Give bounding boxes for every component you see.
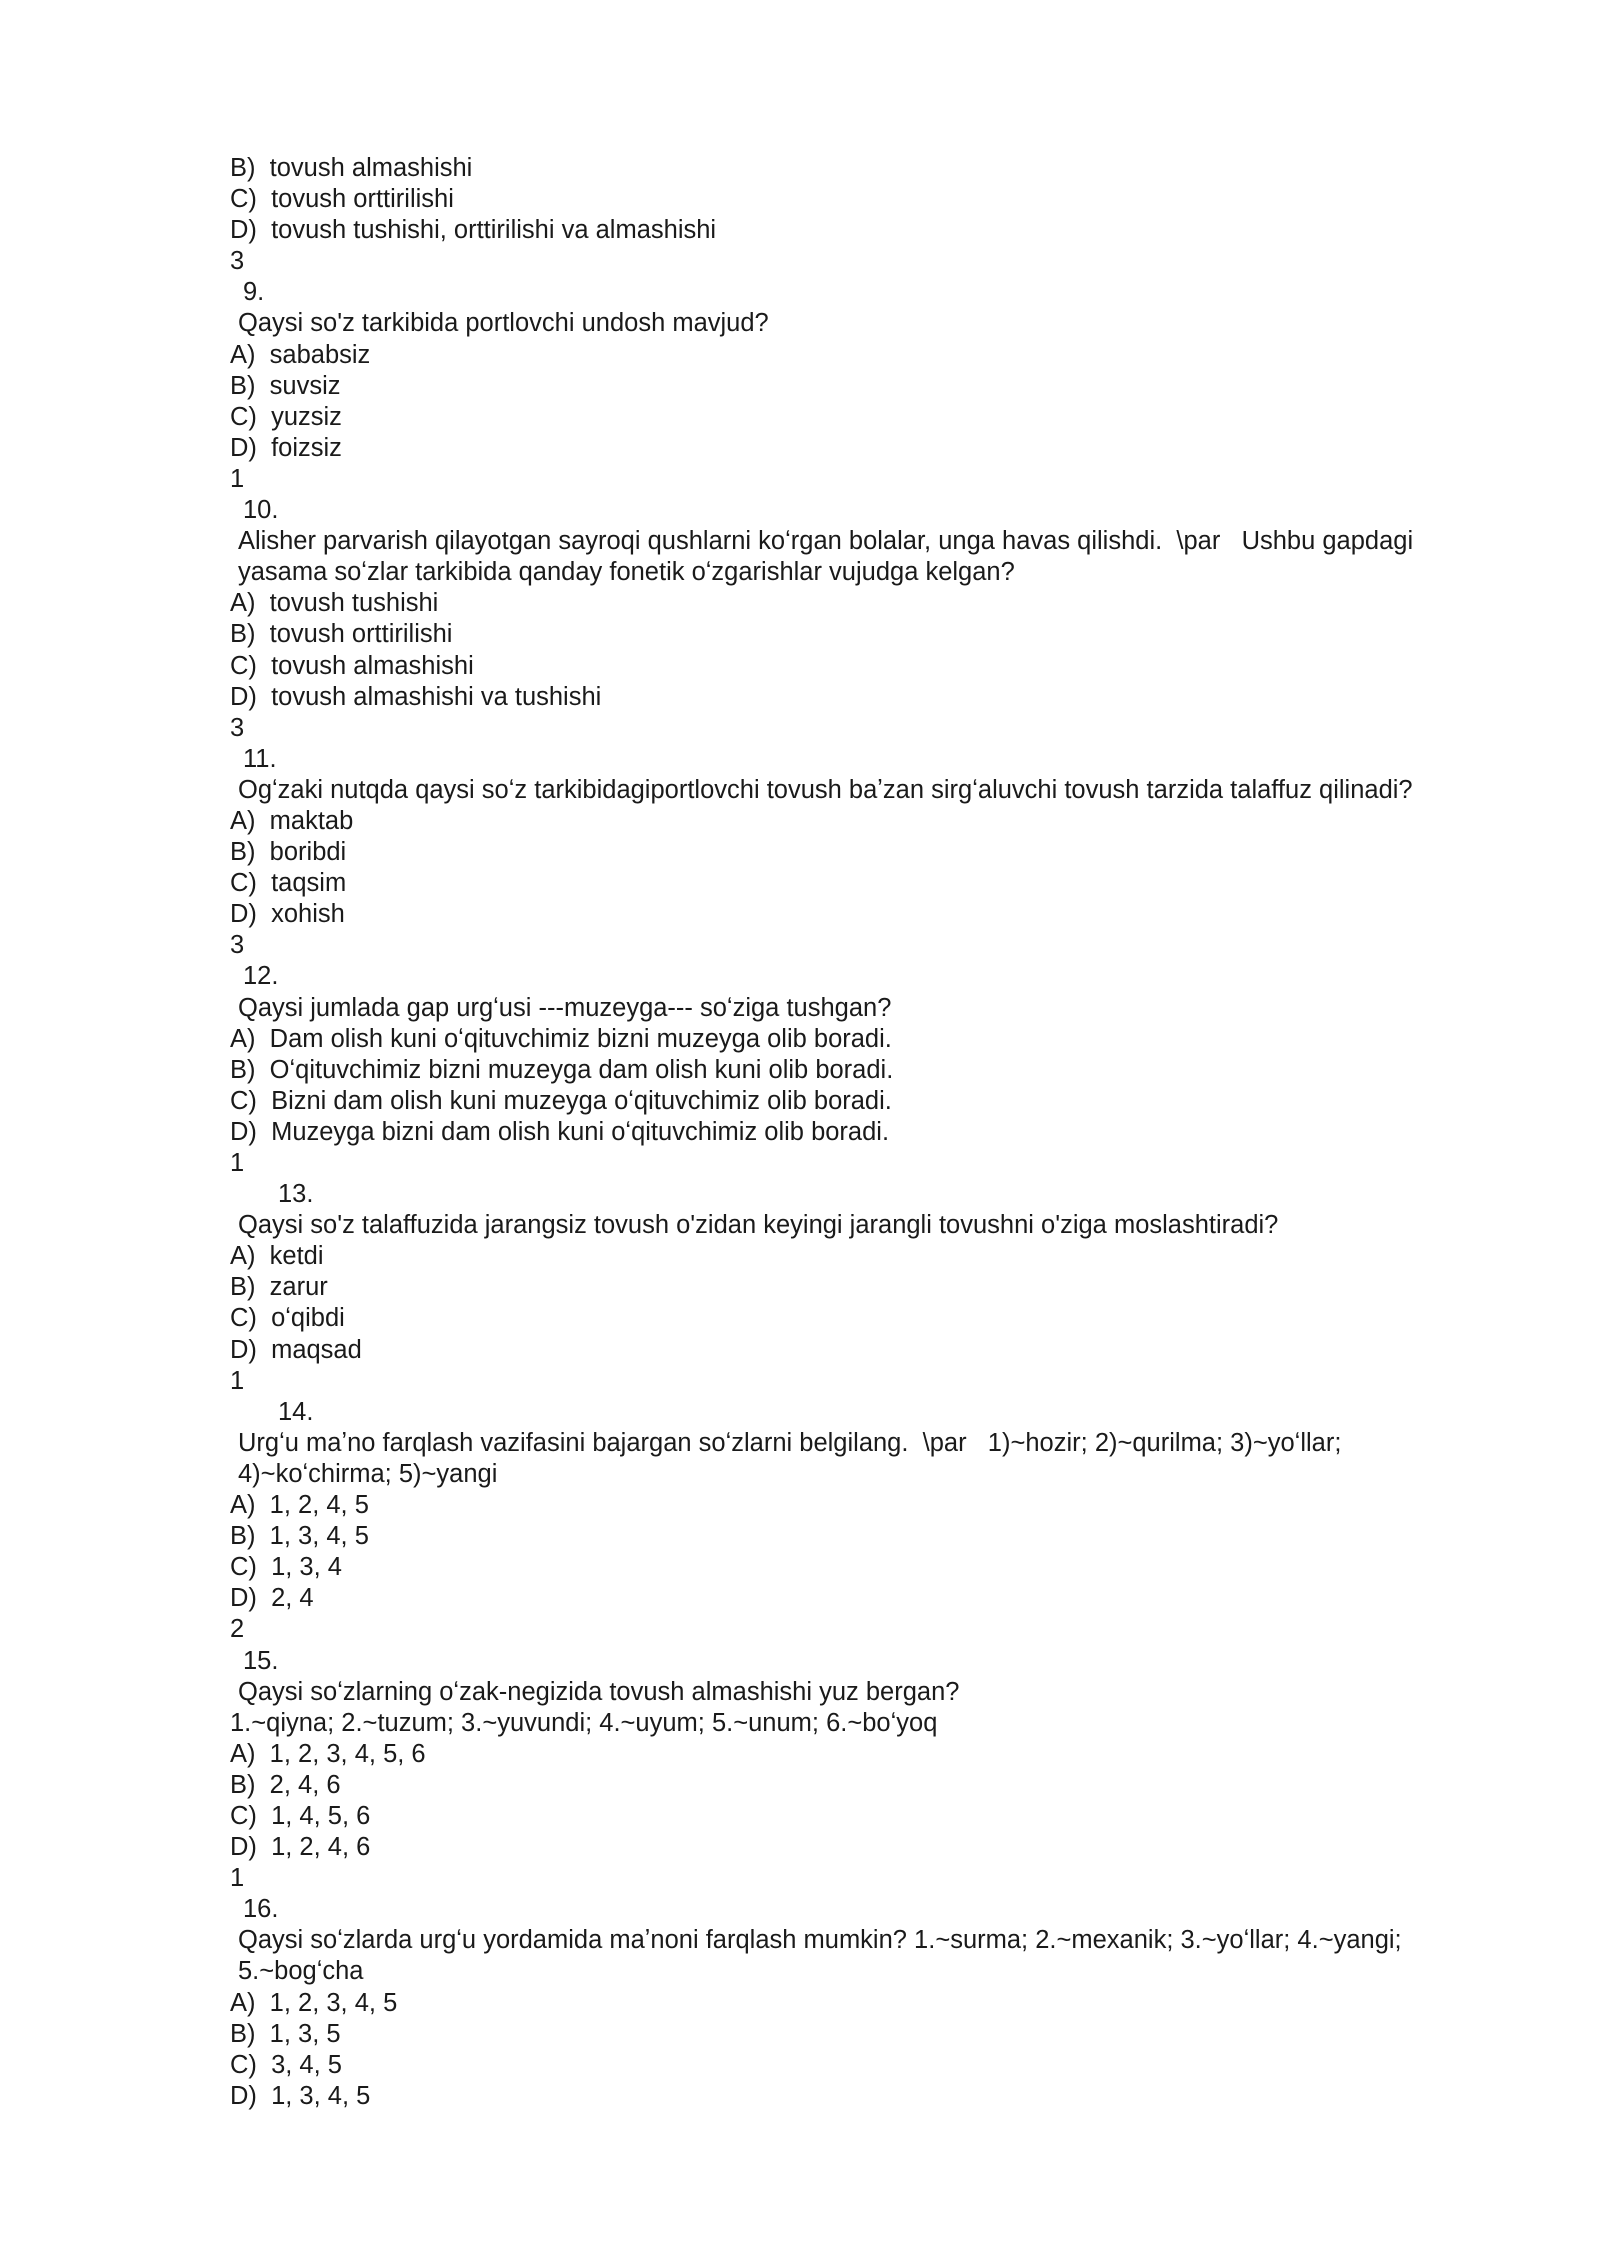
answer-option: C) 3, 4, 5: [230, 2050, 342, 2079]
answer-option: D) tovush almashishi va tushishi: [230, 682, 602, 711]
correct-answer-number: 1: [230, 1366, 245, 1395]
question-text: Qaysi jumlada gap urgʻusi ---muzeyga--- soʻziga tushgan?: [238, 993, 892, 1022]
answer-option: C) taqsim: [230, 869, 347, 898]
answer-option: C) Bizni dam olish kuni muzeyga oʻqituvchimiz olib boradi.: [230, 1086, 892, 1115]
answer-option: B) Oʻqituvchimiz bizni muzeyga dam olish kuni olib boradi.: [230, 1055, 894, 1084]
question-number: 11.: [243, 744, 277, 773]
answer-option: D) tovush tushishi, orttirilishi va almashishi: [230, 216, 717, 245]
question-number: 13.: [278, 1180, 314, 1209]
answer-option: A) ketdi: [230, 1242, 324, 1271]
correct-answer-number: 2: [230, 1615, 245, 1644]
answer-option: C) 1, 3, 4: [230, 1553, 342, 1582]
answer-option: B) 1, 3, 5: [230, 2019, 341, 2048]
question-text: Qaysi soʻzlarning oʻzak-negizida tovush almashishi yuz bergan?: [238, 1677, 960, 1706]
question-text: Alisher parvarish qilayotgan sayroqi qushlarni koʻrgan bolalar, unga havas qilishdi. \par Ushbu gapdagi yasama soʻzlar tarkibida qanday fonetik oʻzgarishlar vujudga kelgan?: [238, 527, 1421, 587]
answer-option: D) 1, 3, 4, 5: [230, 2081, 371, 2110]
answer-option: C) tovush almashishi: [230, 651, 474, 680]
question-number: 12.: [243, 962, 279, 991]
answer-option: C) yuzsiz: [230, 402, 342, 431]
correct-answer-number: 3: [230, 247, 245, 276]
answer-option: A) 1, 2, 4, 5: [230, 1491, 369, 1520]
question-number: 16.: [243, 1895, 279, 1924]
answer-option: A) sababsiz: [230, 340, 371, 369]
answer-option: D) 2, 4: [230, 1584, 314, 1613]
answer-option: D) foizsiz: [230, 433, 342, 462]
answer-option: B) 2, 4, 6: [230, 1770, 341, 1799]
answer-option: B) tovush orttirilishi: [230, 620, 453, 649]
answer-option: B) zarur: [230, 1273, 328, 1302]
correct-answer-number: 1: [230, 1149, 245, 1177]
answer-option: A) 1, 2, 3, 4, 5, 6: [230, 1739, 426, 1768]
question-number: 10.: [243, 496, 279, 525]
answer-option: B) tovush almashishi: [230, 154, 473, 182]
question-text: Qaysi so'z talaffuzida jarangsiz tovush o'zidan keyingi jarangli tovushni o'ziga moslashtiradi?: [238, 1211, 1279, 1240]
answer-option: C) 1, 4, 5, 6: [230, 1801, 371, 1830]
answer-option: A) maktab: [230, 806, 354, 835]
correct-answer-number: 3: [230, 713, 245, 742]
answer-option: B) 1, 3, 4, 5: [230, 1522, 369, 1551]
answer-option: D) 1, 2, 4, 6: [230, 1833, 371, 1862]
test-questions-text: [230, 153, 1500, 2112]
question-text: Qaysi so'z tarkibida portlovchi undosh mavjud?: [238, 309, 769, 338]
answer-option: A) 1, 2, 3, 4, 5: [230, 1988, 398, 2017]
answer-option: B) suvsiz: [230, 371, 341, 400]
question-number: 9.: [243, 278, 265, 307]
correct-answer-number: 1: [230, 1864, 245, 1893]
correct-answer-number: 3: [230, 931, 245, 960]
question-text: Ogʻzaki nutqda qaysi soʻz tarkibidagiportlovchi tovush baʼzan sirgʻaluvchi tovush tarzida talaffuz qilinadi?: [238, 775, 1413, 804]
answer-option: D) maqsad: [230, 1335, 362, 1364]
answer-option: B) boribdi: [230, 838, 347, 867]
answer-option: D) xohish: [230, 900, 345, 929]
question-number: 14.: [278, 1397, 314, 1426]
answer-option: C) oʻqibdi: [230, 1304, 345, 1333]
answer-option: A) Dam olish kuni oʻqituvchimiz bizni muzeyga olib boradi.: [230, 1024, 892, 1053]
question-text: Urgʻu maʼno farqlash vazifasini bajargan soʻzlarni belgilang. \par 1)~hozir; 2)~qurilma; 3)~yoʻllar; 4)~koʻchirma; 5)~yangi: [238, 1428, 1349, 1488]
correct-answer-number: 1: [230, 464, 245, 493]
question-number: 15.: [243, 1646, 279, 1675]
question-text: Qaysi soʻzlarda urgʻu yordamida maʼnoni farqlash mumkin? 1.~surma; 2.~mexanik; 3.~yoʻllar; 4.~yangi; 5.~bogʻcha: [238, 1926, 1409, 1986]
answer-option: A) tovush tushishi: [230, 589, 439, 618]
answer-option: D) Muzeyga bizni dam olish kuni oʻqituvchimiz olib boradi.: [230, 1117, 890, 1146]
answer-option: C) tovush orttirilishi: [230, 185, 454, 214]
question-word-list: 1.~qiyna; 2.~tuzum; 3.~yuvundi; 4.~uyum; 5.~unum; 6.~boʻyoq: [230, 1708, 938, 1737]
